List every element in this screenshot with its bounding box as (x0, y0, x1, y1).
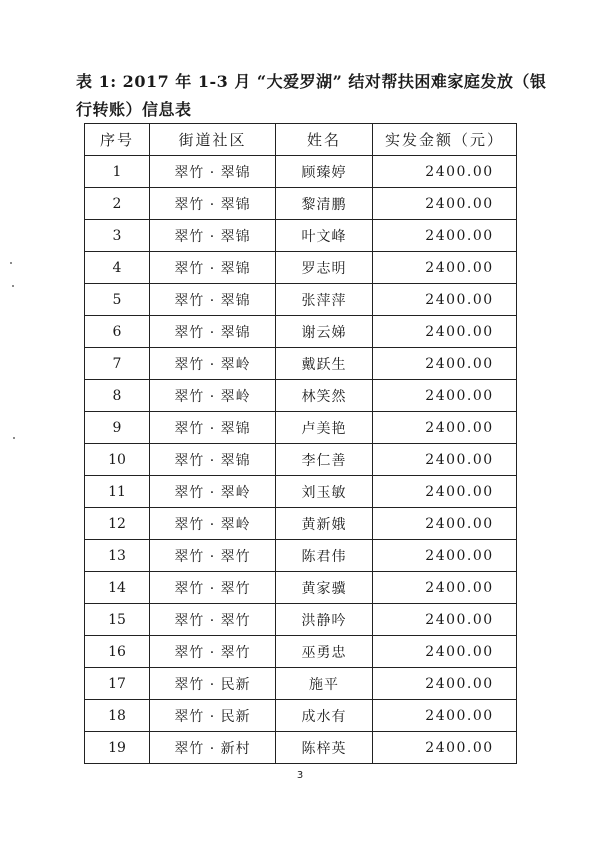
header-amount: 实发金额（元） (373, 124, 517, 156)
cell-name: 顾臻婷 (276, 156, 373, 188)
cell-name: 黄家骥 (276, 572, 373, 604)
cell-index: 17 (85, 668, 150, 700)
cell-community: 翠竹 · 民新 (150, 668, 276, 700)
cell-index: 14 (85, 572, 150, 604)
cell-amount: 2400.00 (373, 508, 517, 540)
cell-index: 7 (85, 348, 150, 380)
cell-index: 4 (85, 252, 150, 284)
table-row (85, 188, 517, 220)
cell-amount: 2400.00 (373, 732, 517, 764)
cell-amount: 2400.00 (373, 252, 517, 284)
table-row (85, 540, 517, 572)
cell-name: 罗志明 (276, 252, 373, 284)
header-name: 姓名 (276, 124, 373, 156)
cell-community: 翠竹 · 翠锦 (150, 252, 276, 284)
table-row (85, 444, 517, 476)
cell-index: 10 (85, 444, 150, 476)
cell-community: 翠竹 · 民新 (150, 700, 276, 732)
cell-amount: 2400.00 (373, 284, 517, 316)
cell-amount: 2400.00 (373, 700, 517, 732)
header-index: 序号 (85, 124, 150, 156)
cell-community: 翠竹 · 翠岭 (150, 380, 276, 412)
table-row (85, 700, 517, 732)
cell-index: 18 (85, 700, 150, 732)
cell-name: 刘玉敏 (276, 476, 373, 508)
scan-speck (10, 262, 12, 264)
cell-community: 翠竹 · 翠竹 (150, 604, 276, 636)
cell-name: 叶文峰 (276, 220, 373, 252)
cell-amount: 2400.00 (373, 412, 517, 444)
cell-name: 陈君伟 (276, 540, 373, 572)
table-row (85, 412, 517, 444)
table-row (85, 316, 517, 348)
cell-amount: 2400.00 (373, 348, 517, 380)
cell-name: 陈梓英 (276, 732, 373, 764)
cell-name: 李仁善 (276, 444, 373, 476)
cell-community: 翠竹 · 翠竹 (150, 540, 276, 572)
cell-name: 张萍萍 (276, 284, 373, 316)
cell-amount: 2400.00 (373, 636, 517, 668)
cell-community: 翠竹 · 翠锦 (150, 220, 276, 252)
page-number: 3 (296, 770, 304, 781)
cell-name: 黄新娥 (276, 508, 373, 540)
cell-amount: 2400.00 (373, 316, 517, 348)
cell-amount: 2400.00 (373, 220, 517, 252)
cell-community: 翠竹 · 翠锦 (150, 444, 276, 476)
cell-name: 黎清鹏 (276, 188, 373, 220)
cell-index: 12 (85, 508, 150, 540)
table-header-row (85, 124, 517, 156)
table-row (85, 732, 517, 764)
table-title: 表 1: 2017 年 1-3 月 “大爱罗湖” 结对帮扶困难家庭发放（银行转账）信息表 (76, 72, 547, 119)
table-row (85, 252, 517, 284)
cell-amount: 2400.00 (373, 604, 517, 636)
cell-index: 13 (85, 540, 150, 572)
table-row (85, 508, 517, 540)
cell-index: 15 (85, 604, 150, 636)
cell-community: 翠竹 · 翠竹 (150, 572, 276, 604)
cell-name: 洪静吟 (276, 604, 373, 636)
table-row (85, 604, 517, 636)
cell-amount: 2400.00 (373, 444, 517, 476)
cell-index: 19 (85, 732, 150, 764)
cell-amount: 2400.00 (373, 540, 517, 572)
cell-community: 翠竹 · 翠锦 (150, 412, 276, 444)
cell-name: 成水有 (276, 700, 373, 732)
cell-index: 3 (85, 220, 150, 252)
cell-name: 戴跃生 (276, 348, 373, 380)
cell-amount: 2400.00 (373, 572, 517, 604)
cell-name: 施平 (276, 668, 373, 700)
cell-index: 1 (85, 156, 150, 188)
cell-community: 翠竹 · 翠岭 (150, 508, 276, 540)
scan-speck (13, 437, 15, 439)
cell-name: 谢云娣 (276, 316, 373, 348)
table-row (85, 284, 517, 316)
table-row (85, 380, 517, 412)
cell-name: 林笑然 (276, 380, 373, 412)
cell-index: 16 (85, 636, 150, 668)
cell-amount: 2400.00 (373, 156, 517, 188)
cell-index: 8 (85, 380, 150, 412)
table-row (85, 220, 517, 252)
table-row (85, 668, 517, 700)
cell-amount: 2400.00 (373, 380, 517, 412)
info-table (84, 123, 517, 764)
header-community: 街道社区 (150, 124, 276, 156)
table-row (85, 476, 517, 508)
table-row (85, 636, 517, 668)
cell-index: 5 (85, 284, 150, 316)
cell-community: 翠竹 · 翠岭 (150, 476, 276, 508)
cell-community: 翠竹 · 翠锦 (150, 156, 276, 188)
cell-name: 卢美艳 (276, 412, 373, 444)
table-row (85, 348, 517, 380)
cell-index: 9 (85, 412, 150, 444)
cell-community: 翠竹 · 翠岭 (150, 348, 276, 380)
cell-amount: 2400.00 (373, 188, 517, 220)
cell-community: 翠竹 · 新村 (150, 732, 276, 764)
cell-community: 翠竹 · 翠锦 (150, 316, 276, 348)
cell-index: 2 (85, 188, 150, 220)
cell-amount: 2400.00 (373, 476, 517, 508)
cell-index: 11 (85, 476, 150, 508)
table-row (85, 572, 517, 604)
cell-index: 6 (85, 316, 150, 348)
cell-name: 巫勇忠 (276, 636, 373, 668)
cell-amount: 2400.00 (373, 668, 517, 700)
cell-community: 翠竹 · 翠竹 (150, 636, 276, 668)
cell-community: 翠竹 · 翠锦 (150, 284, 276, 316)
cell-community: 翠竹 · 翠锦 (150, 188, 276, 220)
scan-speck (12, 285, 14, 287)
table-row (85, 156, 517, 188)
